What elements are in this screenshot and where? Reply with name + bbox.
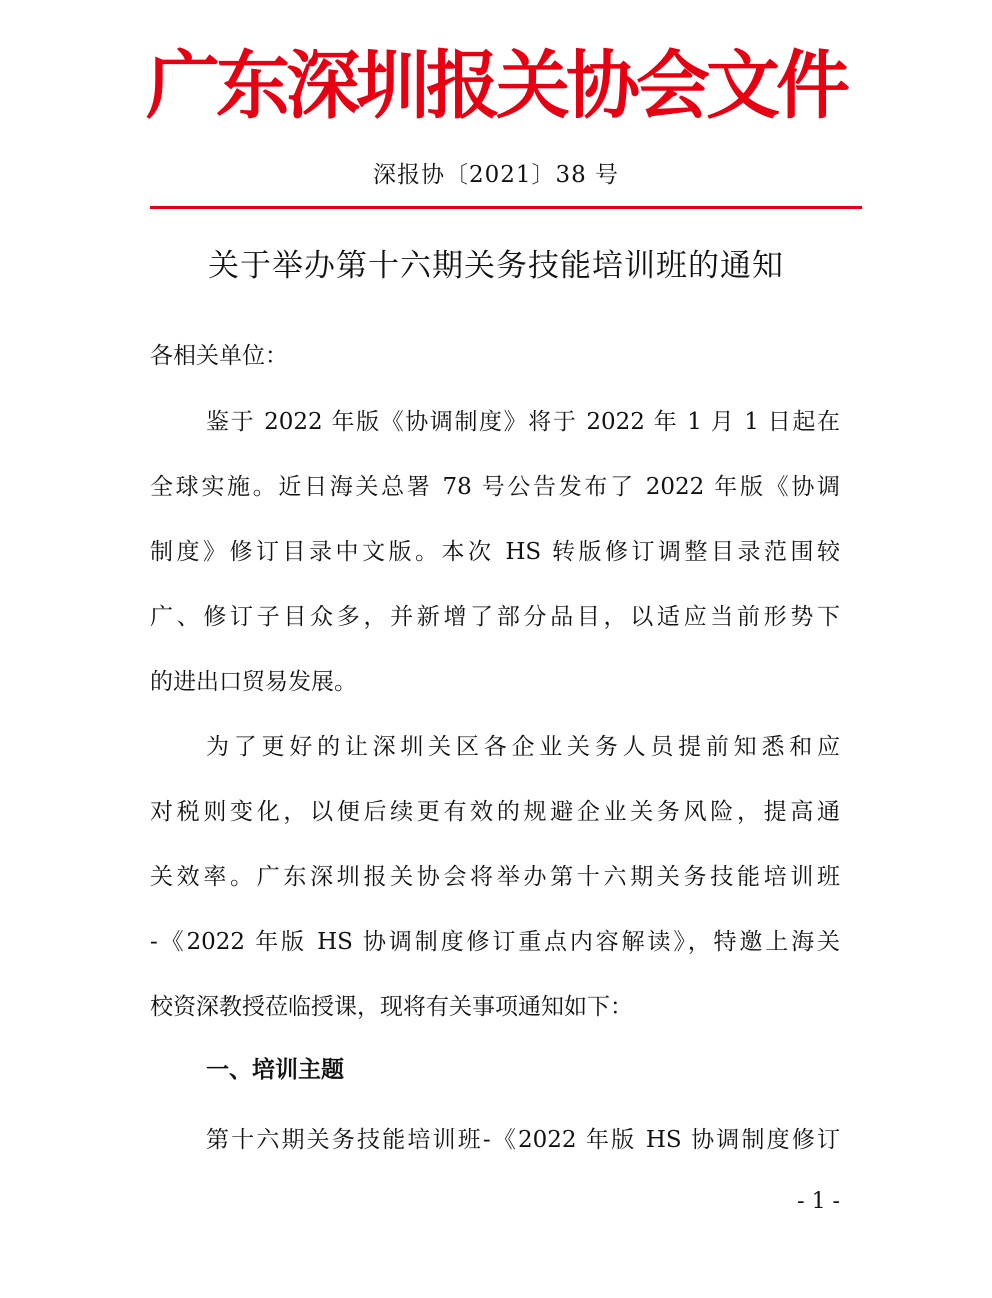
paragraph-3 <box>150 1108 840 1173</box>
paragraph-line: 广、修订子目众多，并新增了部分品目，以适应当前形势下 <box>150 604 840 630</box>
greeting-text: 各相关单位： <box>150 343 288 369</box>
document-number: 深报协〔2021〕38 号 <box>372 162 620 188</box>
paragraph-2 <box>150 715 840 1040</box>
section-heading: 一、培训主题 <box>206 1057 344 1083</box>
paragraph-line: 全球实施。近日海关总署 78 号公告发布了 2022 年版《协调 <box>150 474 840 500</box>
paragraph-line: 第十六期关务技能培训班-《2022 年版 HS 协调制度修订 <box>206 1127 840 1153</box>
paragraph-1 <box>150 390 840 715</box>
paragraph-line: 的进出口贸易发展。 <box>150 669 357 695</box>
paragraph-line: 校资深教授莅临授课，现将有关事项通知如下： <box>150 994 633 1020</box>
paragraph-line: 对税则变化，以便后续更有效的规避企业关务风险，提高通 <box>150 799 840 825</box>
paragraph-line: 关效率。广东深圳报关协会将举办第十六期关务技能培训班 <box>150 864 840 890</box>
notice-title: 关于举办第十六期关务技能培训班的通知 <box>208 248 784 284</box>
paragraph-line: -《2022 年版 HS 协调制度修订重点内容解读》，特邀上海关 <box>150 929 840 955</box>
masthead-title: 广东深圳报关协会文件 <box>146 43 846 129</box>
greeting <box>150 324 840 389</box>
red-divider-line <box>150 206 862 209</box>
page-number: - 1 - <box>797 1189 840 1214</box>
paragraph-line: 为了更好的让深圳关区各企业关务人员提前知悉和应 <box>206 734 840 760</box>
paragraph-line: 鉴于 2022 年版《协调制度》将于 2022 年 1 月 1 日起在 <box>206 409 840 435</box>
paragraph-line: 制度》修订目录中文版。本次 HS 转版修订调整目录范围较 <box>150 539 840 565</box>
